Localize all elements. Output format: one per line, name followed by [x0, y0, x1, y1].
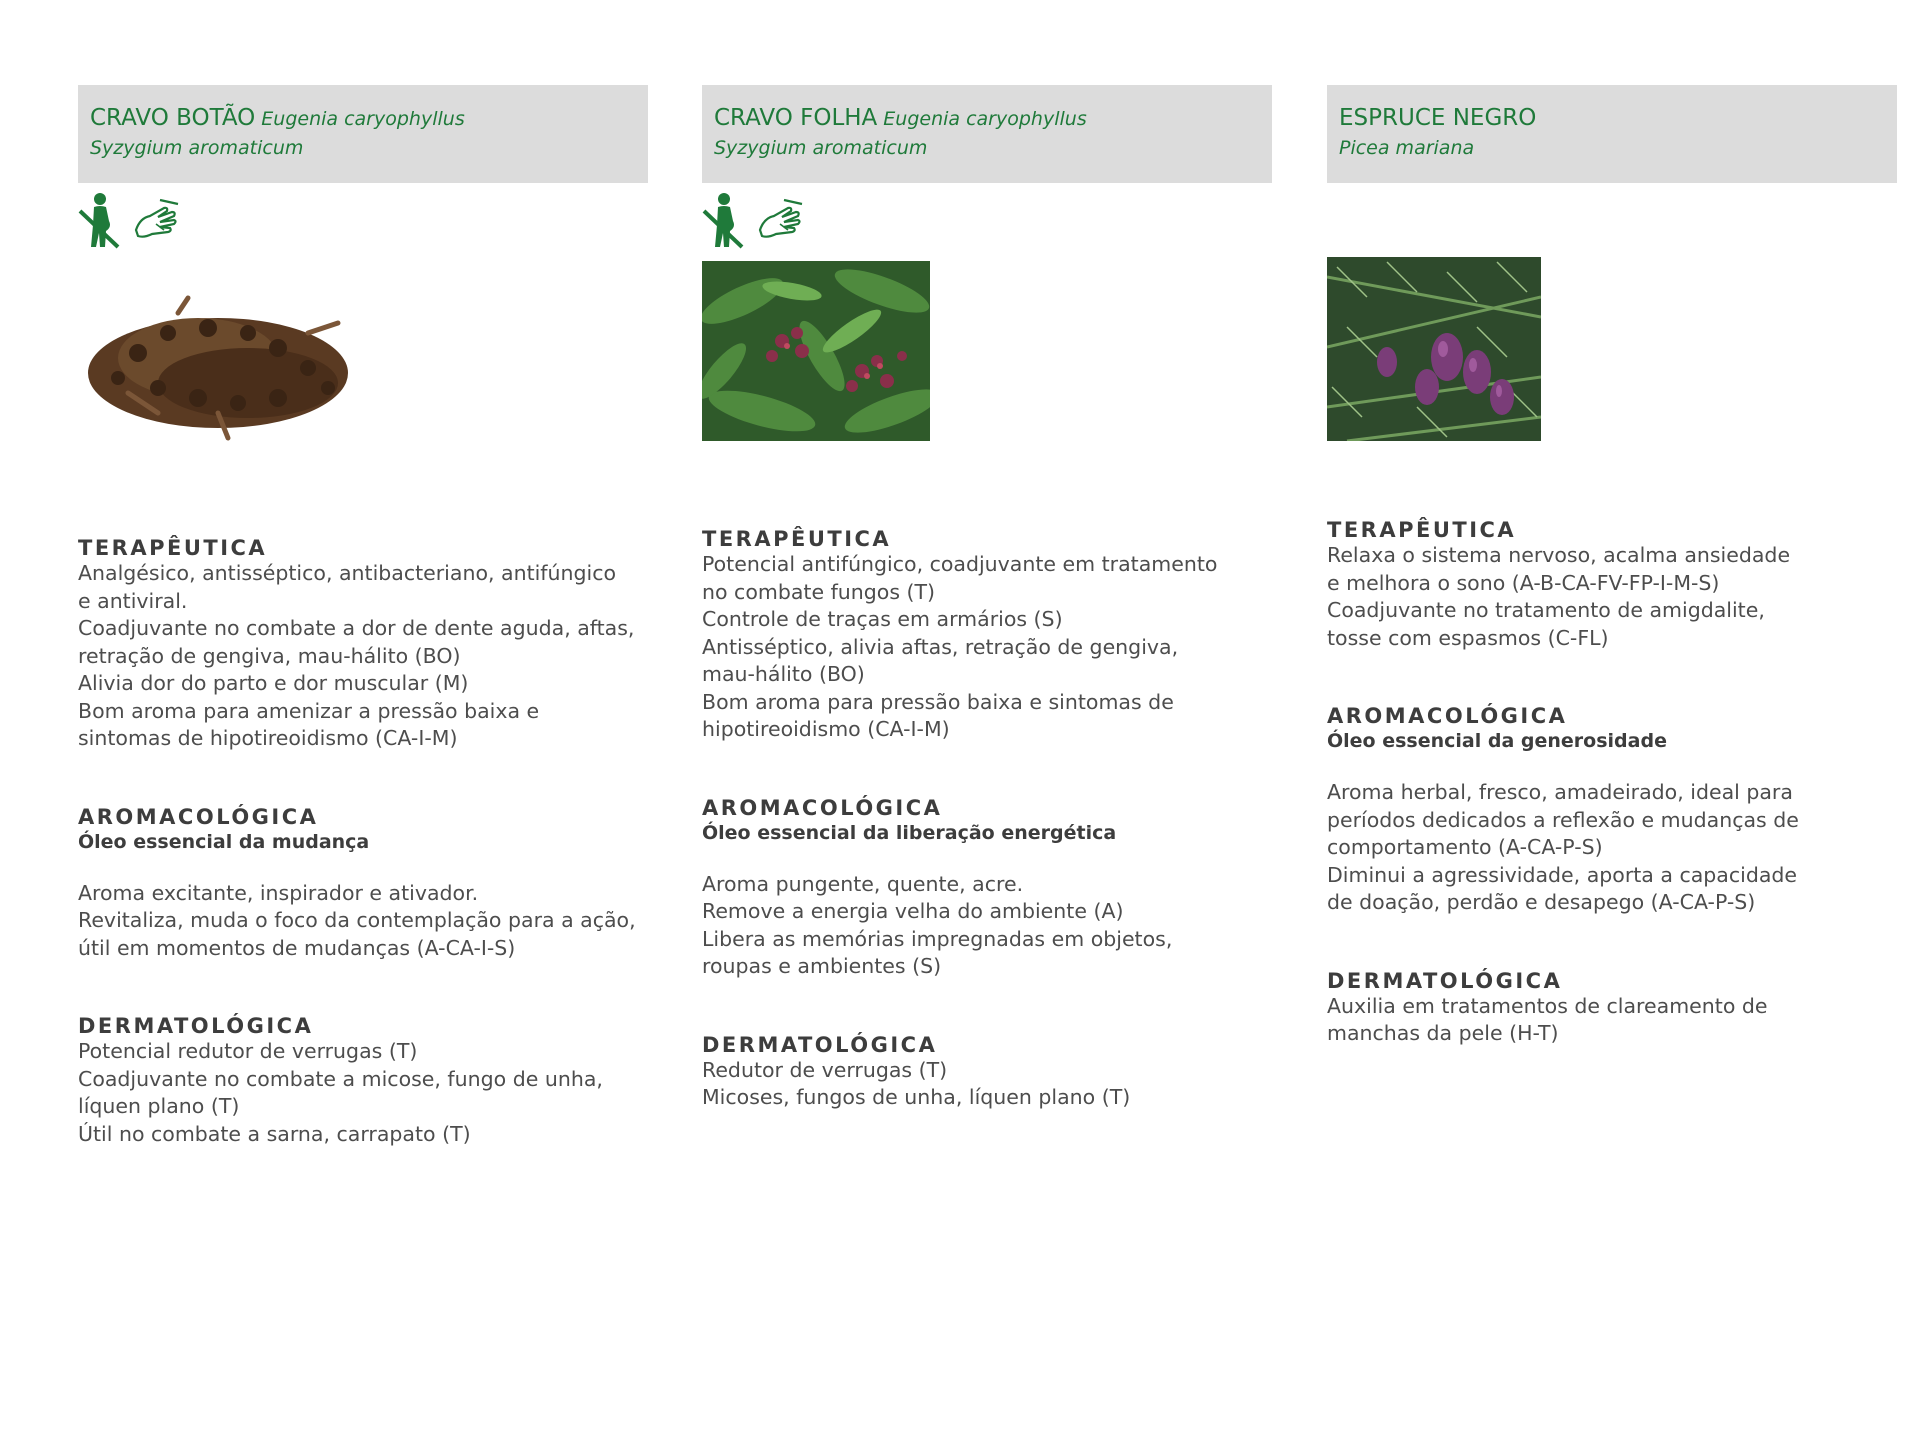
text-line: de doação, perdão e desapego (A-CA-P-S) — [1327, 890, 1756, 914]
section-title: DERMATOLÓGICA — [78, 1014, 314, 1038]
text-line: Libera as memórias impregnadas em objetos, — [702, 926, 1173, 951]
text-line: Útil no combate a sarna, carrapato (T) — [78, 1121, 471, 1146]
text-line: Coadjuvante no tratamento de amigdalite, — [1327, 598, 1765, 622]
text-line: Potencial redutor de verrugas (T) — [78, 1039, 418, 1063]
card-header — [702, 85, 1272, 183]
text-line: útil em momentos de mudanças (A-CA-I-S) — [78, 935, 516, 960]
text-line: Diminui a agressividade, aporta a capacidade — [1327, 862, 1798, 887]
oil-card-cravo-botao — [78, 85, 648, 1148]
skin-caution-icon — [754, 194, 806, 246]
section-title: AROMACOLÓGICA — [1327, 704, 1568, 728]
text-line: Coadjuvante no combate a micose, fungo de unha, — [78, 1066, 603, 1091]
no-pregnancy-icon — [702, 191, 748, 249]
text-line: Relaxa o sistema nervoso, acalma ansiedade — [1327, 543, 1791, 567]
text-line: Coadjuvante no combate a dor de dente aguda, aftas, — [78, 616, 635, 640]
clove-leaves-photo — [702, 261, 1272, 441]
text-line: hipotireoidismo (CA-I-M) — [702, 717, 950, 741]
text-line: retração de gengiva, mau-hálito (BO) — [78, 643, 461, 668]
text-line: Analgésico, antisséptico, antibacteriano, antifúngico — [78, 561, 617, 585]
text-line: roupas e ambientes (S) — [702, 954, 942, 978]
latin-name-alt: Picea mariana — [1339, 137, 1475, 159]
section-aromacologica — [78, 805, 648, 963]
text-line: e melhora o sono (A-B-CA-FV-FP-I-M-S) — [1327, 570, 1720, 595]
card-header — [1327, 85, 1897, 183]
text-line: mau-hálito (BO) — [702, 662, 865, 686]
section-subtitle: Óleo essencial da generosidade — [1327, 730, 1667, 752]
warning-icons — [78, 189, 648, 251]
text-line: no combate fungos (T) — [702, 579, 936, 604]
text-line: períodos dedicados a reflexão e mudanças de — [1327, 807, 1799, 832]
text-line: e antiviral. — [78, 588, 188, 613]
text-line: Bom aroma para pressão baixa e sintomas de — [702, 689, 1174, 714]
section-title: AROMACOLÓGICA — [78, 804, 319, 829]
section-terapeutica — [1327, 518, 1897, 652]
warning-icons — [702, 189, 1272, 251]
black-spruce-photo — [1327, 257, 1897, 441]
skin-caution-icon — [130, 194, 182, 246]
oil-card-cravo-folha — [702, 85, 1272, 1112]
section-aromacologica — [1327, 704, 1897, 917]
text-line: Antisséptico, alivia aftas, retração de gengiva, — [702, 634, 1179, 659]
section-title: TERAPÊUTICA — [1327, 518, 1517, 542]
text-line: Redutor de verrugas (T) — [702, 1057, 948, 1082]
oil-name: CRAVO FOLHA — [714, 105, 878, 131]
section-subtitle: Óleo essencial da liberação energética — [702, 821, 1117, 844]
section-subtitle: Óleo essencial da mudança — [78, 830, 370, 853]
card-header — [78, 85, 648, 183]
oil-name: CRAVO BOTÃO — [90, 105, 256, 131]
section-dermatologica — [78, 1014, 648, 1148]
section-title: DERMATOLÓGICA — [702, 1032, 938, 1057]
latin-name-alt: Syzygium aromaticum — [714, 137, 928, 159]
section-terapeutica — [702, 527, 1272, 744]
text-line: Aroma pungente, quente, acre. — [702, 871, 1024, 896]
section-dermatologica — [702, 1033, 1272, 1112]
text-line: Controle de traças em armários (S) — [702, 607, 1063, 631]
latin-name: Eugenia caryophyllus — [261, 108, 465, 130]
text-line: comportamento (A-CA-P-S) — [1327, 835, 1603, 859]
cloves-buds-photo — [78, 273, 648, 463]
section-terapeutica — [78, 536, 648, 753]
text-line: Remove a energia velha do ambiente (A) — [702, 899, 1124, 923]
section-title: AROMACOLÓGICA — [702, 795, 943, 820]
text-line: Aroma herbal, fresco, amadeirado, ideal para — [1327, 780, 1793, 804]
text-line: Aroma excitante, inspirador e ativador. — [78, 880, 479, 905]
latin-name: Eugenia caryophyllus — [883, 108, 1087, 130]
text-line: Alivia dor do parto e dor muscular (M) — [78, 671, 469, 695]
text-line: sintomas de hipotireoidismo (CA-I-M) — [78, 726, 458, 750]
no-pregnancy-icon — [78, 191, 124, 249]
latin-name-alt: Syzygium aromaticum — [90, 137, 304, 159]
text-line: Micoses, fungos de unha, líquen plano (T) — [702, 1085, 1131, 1109]
section-title: TERAPÊUTICA — [702, 527, 892, 551]
text-line: Auxilia em tratamentos de clareamento de — [1327, 993, 1768, 1018]
text-line: manchas da pele (H-T) — [1327, 1021, 1559, 1045]
text-line: Potencial antifúngico, coadjuvante em tratamento — [702, 552, 1218, 576]
text-line: Bom aroma para amenizar a pressão baixa e — [78, 698, 540, 723]
section-title: TERAPÊUTICA — [78, 536, 268, 560]
oil-name: ESPRUCE NEGRO — [1339, 105, 1537, 131]
section-title: DERMATOLÓGICA — [1327, 968, 1563, 993]
section-aromacologica — [702, 796, 1272, 981]
text-line: líquen plano (T) — [78, 1094, 240, 1118]
text-line: Revitaliza, muda o foco da contemplação para a ação, — [78, 908, 636, 932]
section-dermatologica — [1327, 969, 1897, 1048]
oil-card-espruce-negro — [1327, 85, 1897, 1048]
text-line: tosse com espasmos (C-FL) — [1327, 625, 1609, 650]
